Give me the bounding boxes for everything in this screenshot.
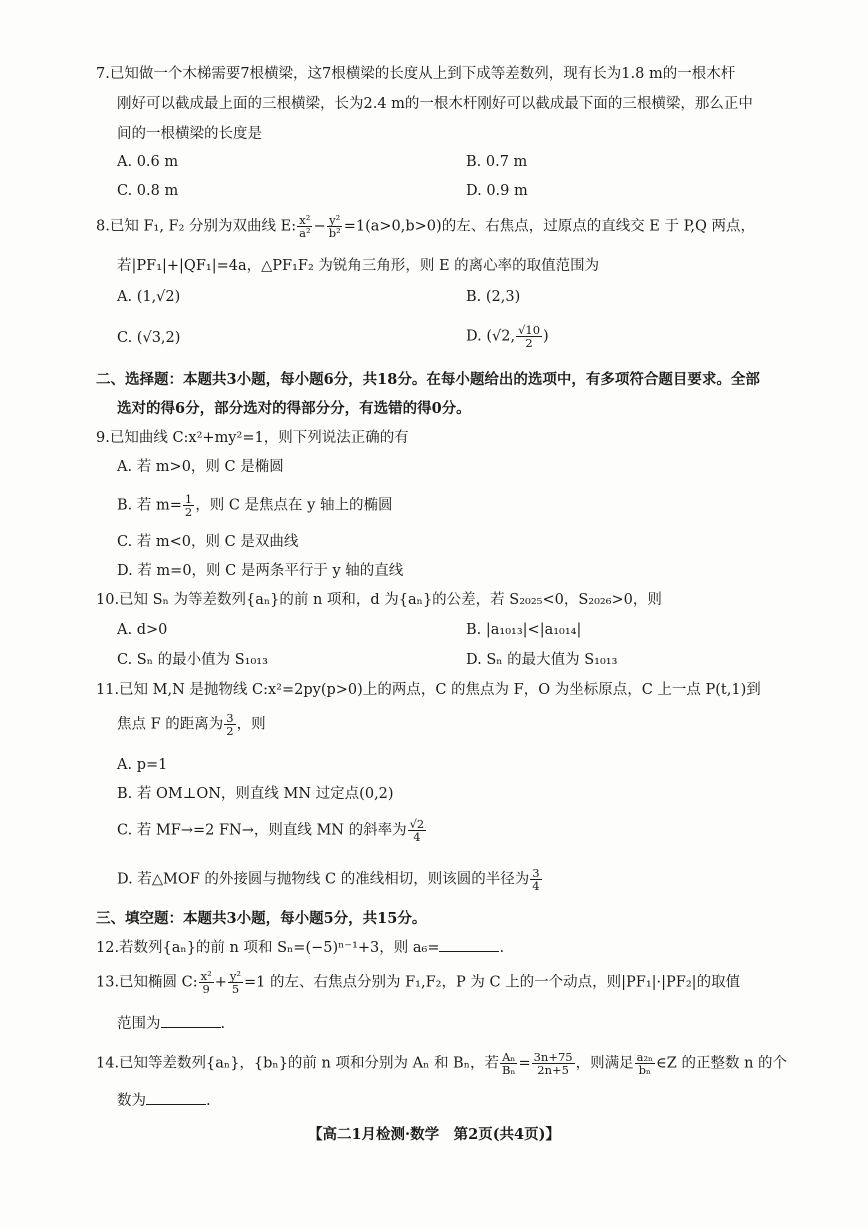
section2-heading-line2: 选对的得6分，部分选对的得部分分，有选错的得0分。 — [117, 400, 471, 417]
question-text: 13.已知椭圆 C: — [96, 974, 198, 991]
q11-line2 — [117, 712, 266, 737]
fraction-denominator: a² — [299, 226, 311, 240]
q8-fraction-y — [327, 214, 343, 239]
q14-fraction-ab — [500, 1051, 517, 1076]
equals-sign: = — [518, 1055, 531, 1072]
q8-line1-text-end: =1(a>0,b>0)的左、右焦点，过原点的直线交 E 于 P,Q 两点， — [343, 218, 756, 235]
q13-line1 — [96, 970, 740, 995]
question-text-end: . — [499, 940, 505, 956]
q7-option-c: C. 0.8 m — [117, 183, 179, 199]
question-text: 14.已知等差数列{aₙ}，{bₙ}的前 n 项和分别为 Aₙ 和 Bₙ，若 — [96, 1055, 499, 1072]
q7-line1: 7.已知做一个木梯需要7根横梁，这7根横梁的长度从上到下成等差数列，现有长为1.8 m的一根木杆 — [96, 66, 736, 82]
page-footer: 【高二1月检测·数学 第2页(共4页)】 — [307, 1126, 561, 1143]
q7-option-a: A. 0.6 m — [117, 154, 179, 170]
q9-option-c: C. 若 m<0，则 C 是双曲线 — [117, 534, 299, 550]
q10-option-b: B. |a₁₀₁₃|<|a₁₀₁₄| — [466, 622, 582, 638]
fraction-denominator: 9 — [202, 982, 210, 996]
q10-stem: 10.已知 Sₙ 为等差数列{aₙ}的前 n 项和，d 为{aₙ}的公差，若 S₂₀₂₅<0，S₂₀₂₆>0，则 — [96, 592, 662, 608]
q8-fraction-x — [297, 214, 312, 239]
answer-blank[interactable] — [146, 1090, 206, 1105]
fraction-numerator: √2 — [409, 817, 425, 831]
q14-fraction-ratio — [532, 1051, 575, 1076]
plus-sign: + — [214, 974, 227, 991]
fraction-numerator: 3 — [226, 711, 234, 725]
question-text-mid: ，则满足 — [575, 1055, 634, 1072]
q10-option-a: A. d>0 — [117, 622, 168, 638]
fraction-numerator: √10 — [518, 323, 541, 337]
fraction-denominator: Bₙ — [502, 1063, 516, 1077]
option-text: D. 若△MOF 的外接圆与抛物线 C 的准线相切，则该圆的半径为 — [117, 871, 530, 888]
question-text-end: . — [206, 1093, 211, 1109]
q11-option-a: A. p=1 — [117, 757, 168, 773]
q9-option-d: D. 若 m=0，则 C 是两条平行于 y 轴的直线 — [117, 563, 404, 579]
q13-line2 — [117, 1013, 225, 1034]
q14-line2 — [117, 1090, 211, 1111]
line-text: 焦点 F 的距离为 — [117, 716, 224, 733]
fraction-denominator: 2 — [184, 505, 193, 519]
q8-d-fraction — [516, 324, 542, 349]
fraction-numerator: 3 — [532, 866, 540, 880]
q11-option-c — [117, 818, 427, 843]
q11-line1: 11.已知 M,N 是抛物线 C:x²=2py(p>0)上的两点，C 的焦点为 F，O 为坐标原点，C 上一点 P(t,1)到 — [96, 682, 761, 698]
q8-line2: 若|PF₁|+|QF₁|=4a，△PF₁F₂ 为锐角三角形，则 E 的离心率的取值范围为 — [117, 258, 600, 274]
q8-option-b: B. (2,3) — [466, 289, 521, 305]
question-text-end: =1 的左、右焦点分别为 F₁,F₂，P 为 C 上的一个动点，则|PF₁|·|PF₂|的取值 — [244, 974, 741, 991]
q10-option-c: C. Sₙ 的最小值为 S₁₀₁₃ — [117, 652, 268, 668]
line-text-end: ，则 — [236, 716, 266, 733]
q8-line1-text: 8.已知 F₁, F₂ 分别为双曲线 E: — [96, 218, 297, 235]
option-text: B. 若 m= — [117, 497, 182, 514]
option-text: D. (√2, — [466, 328, 516, 345]
q9-b-fraction — [183, 493, 194, 518]
fraction-numerator: 1 — [184, 492, 193, 506]
q8-option-d — [466, 324, 549, 349]
fraction-denominator: 2 — [525, 336, 533, 350]
fraction-denominator: b² — [328, 226, 341, 240]
section2-heading-line1: 二、选择题：本题共3小题，每小题6分，共18分。在每小题给出的选项中，有多项符合题目要求。全部 — [96, 371, 760, 388]
fraction-denominator: 4 — [413, 830, 421, 844]
q7-line2: 刚好可以截成最上面的三根横梁，长为2.4 m的一根木杆刚好可以截成最下面的三根横梁，那么正中 — [117, 96, 753, 112]
fraction-numerator: a₂ₙ — [636, 1050, 654, 1064]
answer-blank[interactable] — [439, 937, 499, 952]
q7-option-b: B. 0.7 m — [466, 154, 528, 170]
q9-option-b — [117, 493, 392, 518]
option-text-end: ) — [543, 328, 549, 345]
q8-option-c: C. (√3,2) — [117, 330, 181, 346]
fraction-numerator: x² — [200, 969, 212, 983]
q11-d-fraction — [530, 867, 541, 892]
q14-line1 — [96, 1051, 787, 1076]
q11-fraction — [224, 712, 235, 737]
q13-fraction-x — [199, 970, 214, 995]
question-text-end: . — [220, 1016, 226, 1032]
fraction-numerator: y² — [329, 213, 341, 227]
fraction-denominator: 5 — [231, 982, 240, 996]
q12-line — [96, 937, 504, 958]
fraction-numerator: 3n+75 — [533, 1050, 573, 1064]
q8-option-a: A. (1,√2) — [117, 289, 181, 305]
question-text: 数为 — [117, 1093, 146, 1109]
fraction-denominator: bₙ — [638, 1063, 651, 1077]
minus-sign: − — [313, 218, 326, 235]
fraction-numerator: Aₙ — [502, 1050, 516, 1064]
q14-fraction-ab2 — [635, 1051, 655, 1076]
q8-line1 — [96, 214, 755, 239]
fraction-numerator: y² — [229, 969, 242, 983]
q7-option-d: D. 0.9 m — [466, 183, 528, 199]
q10-option-d: D. Sₙ 的最大值为 S₁₀₁₃ — [466, 652, 618, 668]
question-text: 范围为 — [117, 1016, 161, 1032]
fraction-denominator: 2n+5 — [537, 1063, 569, 1077]
answer-blank[interactable] — [161, 1013, 221, 1028]
fraction-denominator: 2 — [226, 724, 234, 738]
q11-option-d — [117, 867, 543, 892]
question-text-end: ∈Z 的正整数 n 的个 — [656, 1055, 788, 1072]
option-text: C. 若 MF→=2 FN→，则直线 MN 的斜率为 — [117, 822, 407, 839]
fraction-denominator: 4 — [532, 879, 540, 893]
question-text: 12.若数列{aₙ}的前 n 项和 Sₙ=(−5)ⁿ⁻¹+3，则 a₆= — [96, 940, 440, 956]
q9-option-a: A. 若 m>0，则 C 是椭圆 — [117, 459, 284, 475]
fraction-numerator: x² — [299, 213, 311, 227]
section3-heading: 三、填空题：本题共3小题，每小题5分，共15分。 — [96, 910, 427, 927]
option-text-end: ，则 C 是焦点在 y 轴上的椭圆 — [195, 497, 393, 514]
q9-stem: 9.已知曲线 C:x²+my²=1，则下列说法正确的有 — [96, 430, 409, 446]
q11-c-fraction — [408, 818, 427, 843]
q11-option-b: B. 若 OM⊥ON，则直线 MN 过定点(0,2) — [117, 786, 394, 802]
q13-fraction-y — [228, 970, 243, 995]
q7-line3: 间的一根横梁的长度是 — [117, 126, 262, 142]
